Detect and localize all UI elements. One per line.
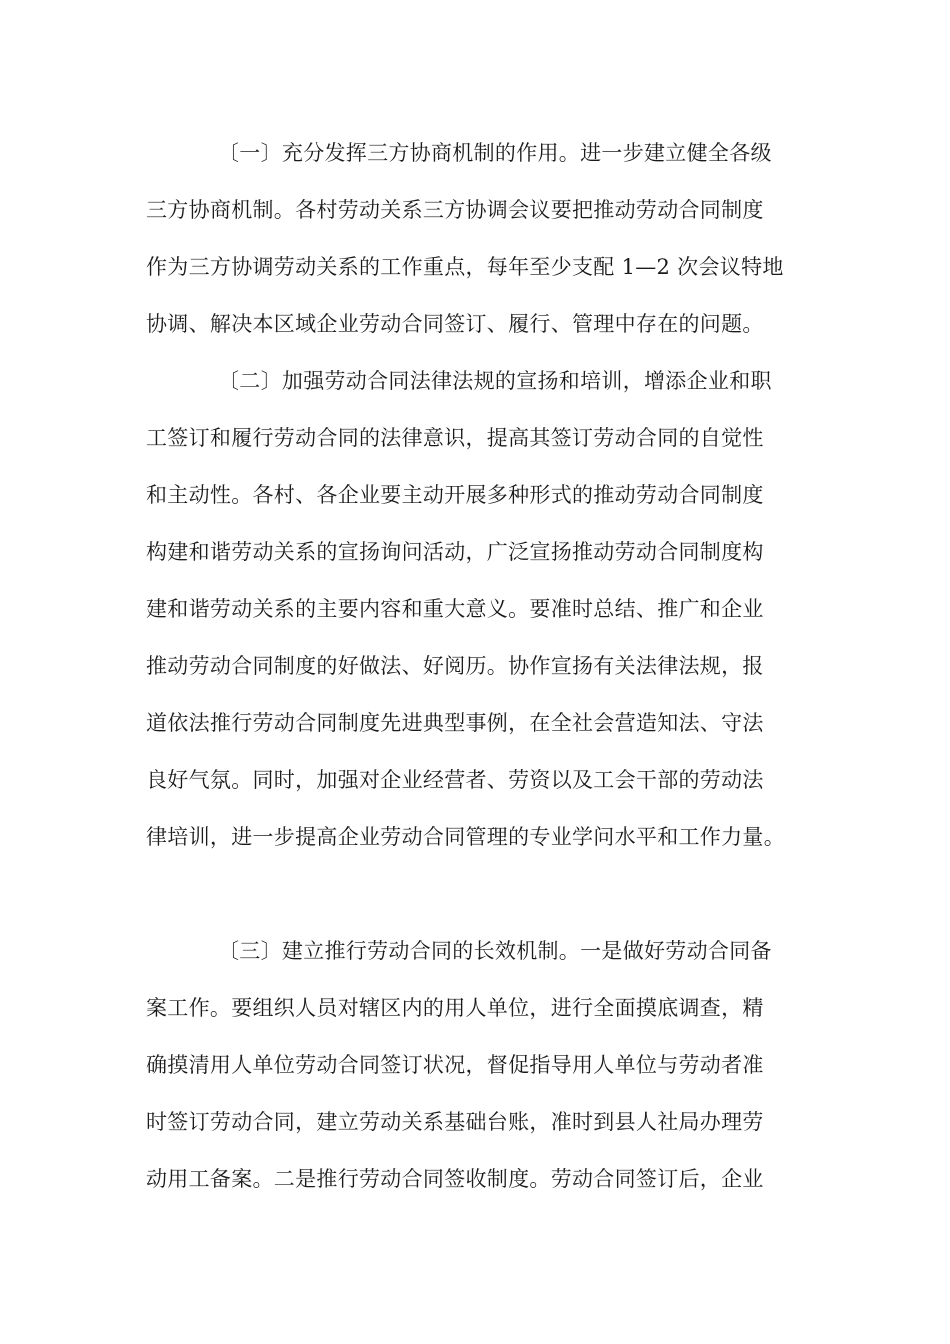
paragraph-2-line-8: 良好气氛。同时，加强对企业经营者、劳资以及工会干部的劳动法 <box>146 768 764 792</box>
paragraph-3-line-3: 确摸清用人单位劳动合同签订状况，督促指导用人单位与劳动者准 <box>146 1053 764 1077</box>
paragraph-2-line-3: 和主动性。各村、各企业要主动开展多种形式的推动劳动合同制度 <box>146 483 764 507</box>
paragraph-3-line-2: 案工作。要组织人员对辖区内的用人单位，进行全面摸底调查，精 <box>146 996 764 1020</box>
paragraph-1-line-3: 作为三方协调劳动关系的工作重点，每年至少支配 1—2 次会议特地 <box>146 255 784 279</box>
paragraph-2-line-6: 推动劳动合同制度的好做法、好阅历。协作宣扬有关法律法规，报 <box>146 654 764 678</box>
paragraph-2-line-5: 建和谐劳动关系的主要内容和重大意义。要准时总结、推广和企业 <box>146 597 764 621</box>
paragraph-1-line-2: 三方协商机制。各村劳动关系三方协调会议要把推动劳动合同制度 <box>146 198 764 222</box>
paragraph-2-line-1: 〔二〕加强劳动合同法律法规的宣扬和培训，增添企业和职 <box>218 369 772 393</box>
paragraph-2-line-9: 律培训，进一步提高企业劳动合同管理的专业学问水平和工作力量。 <box>146 825 785 849</box>
paragraph-2-line-7: 道依法推行劳动合同制度先进典型事例，在全社会营造知法、守法 <box>146 711 764 735</box>
paragraph-1-line-4: 协调、解决本区域企业劳动合同签订、履行、管理中存在的问题。 <box>146 312 764 336</box>
paragraph-1-line-1: 〔一〕充分发挥三方协商机制的作用。进一步建立健全各级 <box>218 141 772 165</box>
paragraph-2-line-2: 工签订和履行劳动合同的法律意识，提高其签订劳动合同的自觉性 <box>146 426 764 450</box>
paragraph-3-line-5: 动用工备案。二是推行劳动合同签收制度。劳动合同签订后，企业 <box>146 1167 764 1191</box>
paragraph-2-line-4: 构建和谐劳动关系的宣扬询问活动，广泛宣扬推动劳动合同制度构 <box>146 540 764 564</box>
paragraph-3-line-1: 〔三〕建立推行劳动合同的长效机制。一是做好劳动合同备 <box>218 939 772 963</box>
paragraph-3-line-4: 时签订劳动合同，建立劳动关系基础台账，准时到县人社局办理劳 <box>146 1110 764 1134</box>
